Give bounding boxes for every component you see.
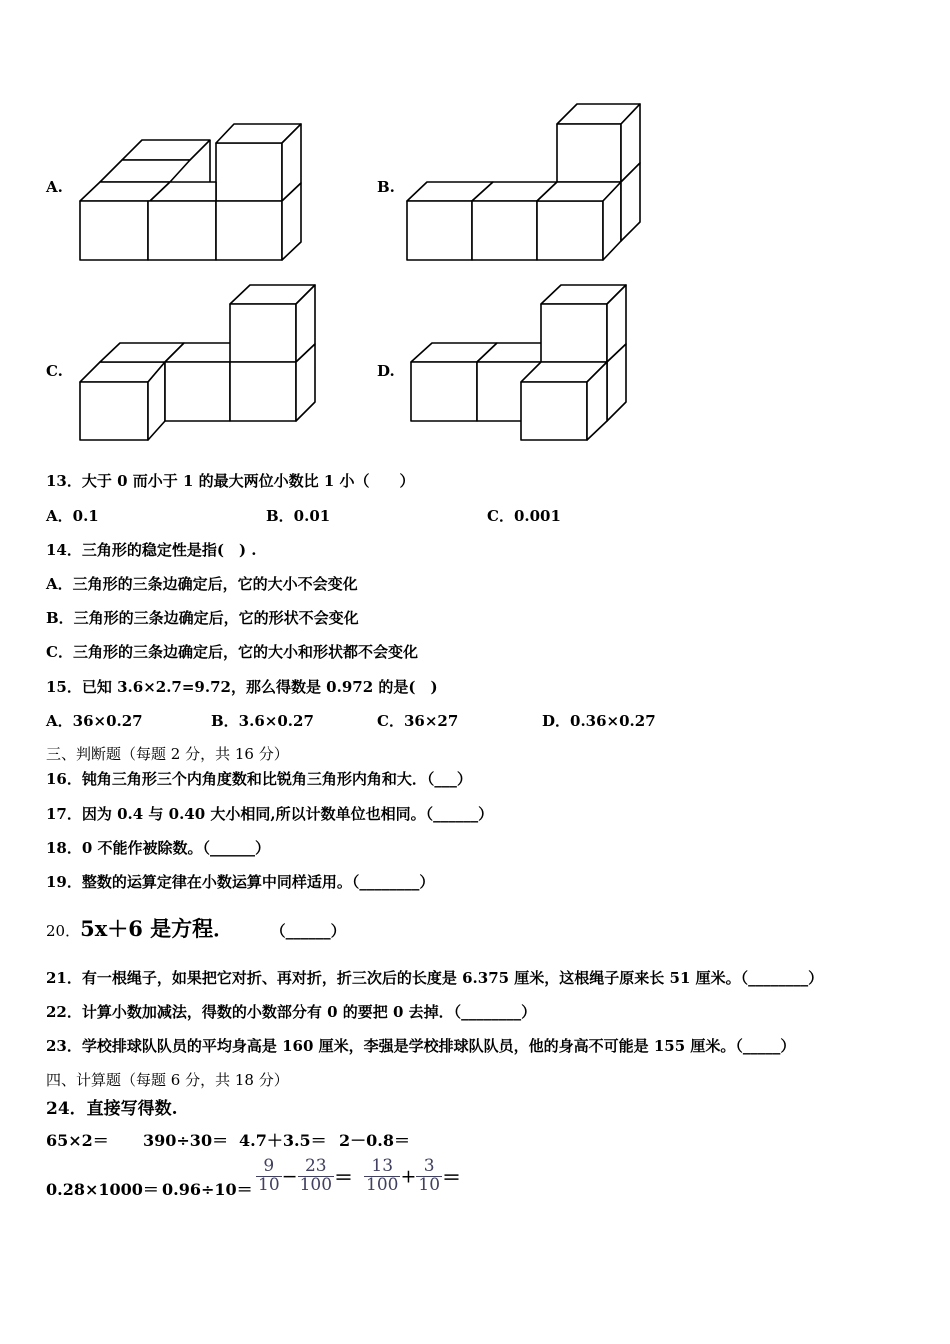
q13-option-a: A．0.1 bbox=[46, 507, 99, 525]
q14-option-c: C．三角形的三条边确定后，它的大小和形状都不会变化 bbox=[46, 643, 418, 661]
fraction-13-100: $\frac{13}{100}$ bbox=[366, 1156, 399, 1195]
q20-text: 5x＋6 是方程． bbox=[80, 916, 235, 941]
q20 bbox=[46, 913, 346, 943]
q16: 16．钝角三角形三个内角度数和比锐角三角形内角和大．（___） bbox=[46, 770, 472, 788]
q13-option-c: C．0.001 bbox=[487, 507, 561, 525]
q13-stem: 13．大于 0 而小于 1 的最大两位小数比 1 小（ ） bbox=[46, 472, 415, 490]
q20-blank: （______） bbox=[278, 922, 346, 940]
q14-option-b: B．三角形的三条边确定后，它的形状不会变化 bbox=[46, 609, 359, 627]
q13-option-b: B．0.01 bbox=[266, 507, 331, 525]
q21: 21．有一根绳子，如果把它对折、再对折，折三次后的长度是 6.375 厘米，这根绳子原来长 51 厘米。（________） bbox=[46, 969, 824, 987]
option-a-label: A. bbox=[46, 178, 63, 196]
q18: 18．0 不能作被除数。（______） bbox=[46, 839, 271, 857]
q15-option-b: B．3.6×0.27 bbox=[211, 712, 314, 730]
q24-stem: 24．直接写得数. bbox=[46, 1099, 178, 1119]
q24-item-2: 390÷30＝ bbox=[143, 1131, 229, 1150]
option-b-label: B. bbox=[377, 178, 395, 196]
q24-item-5: 0.28×1000＝ bbox=[46, 1180, 159, 1199]
q17: 17．因为 0.4 与 0.40 大小相同,所以计数单位也相同。（______） bbox=[46, 805, 494, 823]
q24-item-4: 2－0.8＝ bbox=[339, 1131, 410, 1150]
q15-option-a: A．36×0.27 bbox=[46, 712, 143, 730]
q14-option-a: A．三角形的三条边确定后，它的大小不会变化 bbox=[46, 575, 358, 593]
q23: 23．学校排球队队员的平均身高是 160 厘米，李强是学校排球队队员，他的身高不可能是 155 厘米。（_____） bbox=[46, 1037, 796, 1055]
fraction-3-10: $\frac{3}{10}$ bbox=[418, 1156, 441, 1195]
q15-option-d: D．0.36×0.27 bbox=[542, 712, 656, 730]
q22: 22．计算小数加减法，得数的小数部分有 0 的要把 0 去掉．（________） bbox=[46, 1003, 537, 1021]
fraction-23-100: $\frac{23}{100}$ bbox=[299, 1156, 333, 1195]
q14-stem: 14．三角形的稳定性是指( ) . bbox=[46, 541, 257, 559]
q15-option-c: C．36×27 bbox=[377, 712, 459, 730]
cube-figure-d bbox=[0, 0, 950, 460]
option-d-label: D. bbox=[377, 362, 395, 380]
q24-item-1: 65×2＝ bbox=[46, 1131, 109, 1150]
section-4-heading: 四、计算题（每题 6 分，共 18 分） bbox=[46, 1071, 289, 1089]
q24-item-6: 0.96÷10＝ bbox=[162, 1180, 253, 1199]
q15-stem: 15．已知 3.6×2.7=9.72，那么得数是 0.972 的是( ) bbox=[46, 678, 438, 696]
q20-number: 20． bbox=[46, 922, 81, 940]
option-c-label: C. bbox=[46, 362, 63, 380]
q24-fraction-expr-1: $\frac{9}{10}$ − $\frac{23}{100}$ ＝ bbox=[258, 1156, 354, 1195]
section-3-heading: 三、判断题（每题 2 分，共 16 分） bbox=[46, 745, 289, 763]
fraction-9-10: $\frac{9}{10}$ bbox=[258, 1156, 280, 1195]
q19: 19．整数的运算定律在小数运算中同样适用。（________） bbox=[46, 873, 435, 891]
q24-fraction-expr-2: $\frac{13}{100}$ + $\frac{3}{10}$ ＝ bbox=[366, 1156, 462, 1195]
q24-item-3: 4.7＋3.5＝ bbox=[239, 1131, 327, 1150]
